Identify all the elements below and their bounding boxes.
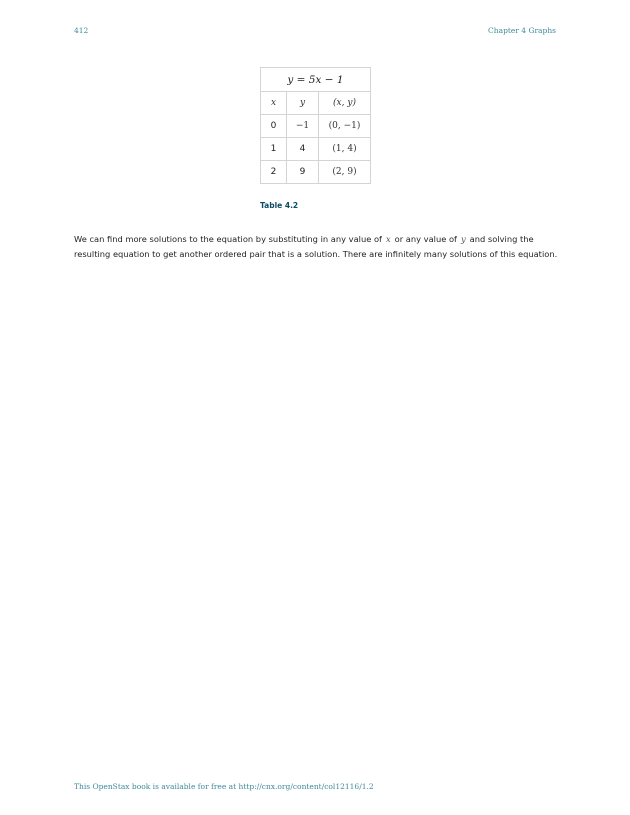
table-row: [261, 138, 371, 161]
cell-xy: (2, 9): [319, 161, 371, 184]
cell-x: 2: [261, 161, 287, 184]
paragraph-text: or any value of: [394, 234, 457, 245]
variable-y: y: [460, 234, 466, 245]
cell-xy: (0, −1): [319, 115, 371, 138]
cell-x: 0: [261, 115, 287, 138]
header-x: x: [261, 92, 287, 115]
body-paragraph: [74, 232, 559, 262]
paragraph-text: and solving the resulting equation to get another ordered pair that is a solution. There are infinitely many solutions of this equation.: [74, 234, 558, 260]
header-y: y: [287, 92, 319, 115]
table-title: y = 5x − 1: [261, 68, 371, 92]
cell-y: 9: [287, 161, 319, 184]
table-row: [261, 161, 371, 184]
paragraph-text: We can find more solutions to the equation by substituting in any value of: [74, 234, 382, 245]
table-caption: Table 4.2: [260, 201, 299, 210]
table-title-row: [261, 68, 371, 92]
table-row: [261, 115, 371, 138]
cell-y: 4: [287, 138, 319, 161]
solutions-table: [260, 67, 371, 184]
chapter-title: Chapter 4 Graphs: [488, 26, 556, 35]
table-header-row: [261, 92, 371, 115]
page-number: 412: [74, 26, 89, 35]
cell-xy: (1, 4): [319, 138, 371, 161]
cell-x: 1: [261, 138, 287, 161]
footer-notice: This OpenStax book is available for free at http://cnx.org/content/col12116/1.2: [74, 782, 374, 791]
cell-y: −1: [287, 115, 319, 138]
header-xy: (x, y): [319, 92, 371, 115]
variable-x: x: [385, 234, 391, 245]
